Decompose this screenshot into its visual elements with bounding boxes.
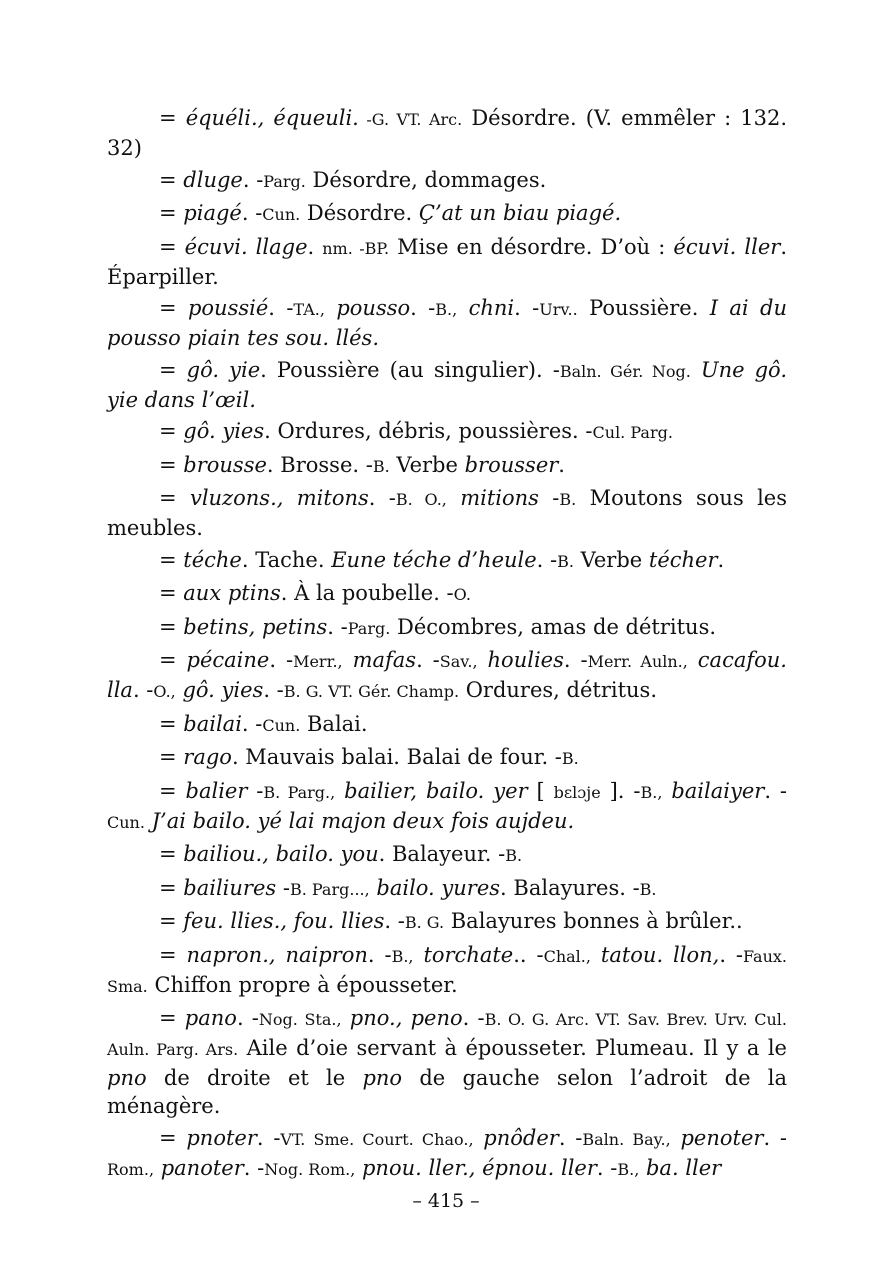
definition-text: Désordre. (V. emmêler : 132. 32) bbox=[107, 106, 788, 160]
locality-abbrev: B. bbox=[372, 456, 390, 476]
headword-text: bailiou., bailo. you bbox=[183, 842, 379, 866]
headword-text: pnôder bbox=[483, 1125, 559, 1150]
glossary-entry bbox=[107, 579, 787, 609]
headword-text: dluge bbox=[183, 167, 243, 192]
definition-text bbox=[154, 1156, 161, 1180]
headword-text: équéli., équeuli. bbox=[185, 106, 359, 130]
locality-abbrev: VT. Sme. Court. Chao., bbox=[280, 1129, 474, 1149]
locality-abbrev: Chal., bbox=[543, 946, 591, 966]
definition-text bbox=[662, 779, 671, 803]
locality-abbrev: Cun. bbox=[262, 715, 301, 735]
definition-text: Moutons sous les meubles. bbox=[107, 486, 787, 540]
definition-text: . - bbox=[327, 614, 348, 639]
headword-text: écuvi. ller bbox=[673, 234, 781, 259]
headword-text: balier bbox=[185, 778, 248, 803]
locality-abbrev: Baln. Bay., bbox=[582, 1129, 671, 1149]
glossary-entry bbox=[107, 356, 787, 414]
definition-text: . - bbox=[236, 1006, 259, 1030]
definition-text: = bbox=[159, 547, 184, 572]
headword-text: panoter bbox=[160, 1155, 244, 1180]
headword-text: cacafou. lla bbox=[107, 648, 787, 702]
definition-text: Verbe bbox=[573, 547, 649, 572]
headword-text: chni bbox=[468, 296, 515, 320]
glossary-entry bbox=[107, 1004, 787, 1120]
definition-text: . - bbox=[764, 778, 787, 803]
locality-abbrev: B. O., bbox=[395, 490, 447, 509]
definition-text: = bbox=[159, 357, 187, 382]
headword-text: aux ptins bbox=[183, 581, 281, 605]
definition-text: . - bbox=[132, 678, 154, 702]
glossary-entry bbox=[107, 484, 787, 542]
definition-text: . - bbox=[368, 486, 396, 510]
definition-text bbox=[447, 486, 460, 510]
definition-text: . - bbox=[719, 942, 744, 967]
headword-text: Une gô. yie dans l’œil. bbox=[107, 357, 787, 412]
definition-text: = bbox=[159, 614, 184, 639]
headword-text: brousser bbox=[464, 452, 559, 477]
glossary-entry bbox=[107, 546, 787, 576]
definition-text: . Ordures, débris, poussières. - bbox=[264, 419, 593, 443]
definition-text bbox=[478, 648, 488, 672]
definition-text: = bbox=[159, 234, 185, 259]
dictionary-page-body bbox=[107, 104, 787, 1187]
headword-text: Eune téche d’heule bbox=[331, 547, 537, 572]
glossary-entry bbox=[107, 840, 787, 870]
definition-text: . - bbox=[242, 167, 264, 192]
definition-text: . - bbox=[558, 1125, 583, 1150]
definition-text: = bbox=[159, 909, 184, 933]
definition-text bbox=[145, 809, 152, 833]
locality-abbrev: B. bbox=[559, 490, 577, 509]
headword-text: écuvi. llage bbox=[184, 234, 308, 259]
headword-text: brousse bbox=[183, 452, 267, 477]
glossary-entry bbox=[107, 646, 787, 706]
definition-text: . - bbox=[416, 648, 440, 672]
definition-text bbox=[691, 358, 701, 382]
headword-text: pécaine bbox=[186, 648, 270, 672]
headword-text: piagé bbox=[183, 201, 242, 225]
headword-text: I ai du pousso piain tes sou. llés. bbox=[107, 296, 787, 350]
glossary-entry bbox=[107, 777, 787, 837]
definition-text: Mise en désordre. D’où : bbox=[389, 234, 674, 259]
locality-abbrev: nm. -BP. bbox=[322, 238, 390, 258]
locality-abbrev: B. O. G. Arc. VT. Sav. Brev. Urv. Cul. Auln. Parg. Ars. bbox=[107, 1010, 787, 1059]
definition-text: = bbox=[159, 1006, 185, 1030]
headword-text: vluzons., mitons bbox=[189, 486, 369, 510]
definition-text: = bbox=[159, 745, 184, 769]
definition-text: . Balayeur. - bbox=[378, 842, 506, 866]
headword-text: napron., naipron bbox=[186, 942, 368, 967]
headword-text: mafas bbox=[352, 648, 417, 672]
definition-text: .. - bbox=[513, 942, 544, 967]
definition-text: ]. - bbox=[600, 778, 641, 803]
definition-text: = bbox=[159, 452, 184, 477]
definition-text: . Éparpiller. bbox=[107, 234, 787, 289]
definition-text: . À la poubelle. - bbox=[280, 581, 454, 605]
headword-text: gô. yies bbox=[183, 419, 265, 443]
definition-text bbox=[414, 943, 424, 967]
definition-text: . - bbox=[563, 648, 588, 672]
definition-text: de droite et le bbox=[146, 1066, 363, 1090]
definition-text: . bbox=[307, 234, 323, 259]
definition-text: . - bbox=[263, 678, 284, 702]
headword-text: betins, petins bbox=[183, 614, 328, 639]
definition-text: . - bbox=[367, 942, 392, 967]
definition-text: . - bbox=[596, 1155, 618, 1180]
glossary-entry bbox=[107, 874, 787, 904]
headword-text: feu. llies., fou. llies bbox=[183, 909, 385, 933]
glossary-entry bbox=[107, 941, 787, 1001]
headword-text: técher bbox=[648, 547, 718, 572]
definition-text bbox=[457, 296, 468, 320]
locality-abbrev: B. bbox=[561, 749, 579, 768]
locality-abbrev: O. bbox=[453, 585, 471, 604]
page-number: – 415 – bbox=[412, 1190, 480, 1212]
headword-text: pno bbox=[107, 1066, 147, 1090]
glossary-entry bbox=[107, 613, 787, 643]
locality-abbrev: B. Parg..., bbox=[289, 879, 370, 899]
definition-text: Désordre, dommages. bbox=[305, 167, 547, 192]
locality-abbrev: Cun. bbox=[262, 205, 301, 224]
definition-text: . - bbox=[268, 296, 294, 320]
headword-text: bailo. yures bbox=[376, 875, 501, 900]
definition-text bbox=[343, 648, 353, 672]
locality-abbrev: Faux. Sma. bbox=[107, 946, 787, 996]
headword-text: pno bbox=[362, 1066, 403, 1090]
locality-abbrev: B. Parg., bbox=[263, 782, 336, 802]
glossary-entry bbox=[107, 451, 787, 481]
definition-text: . Tache. bbox=[241, 547, 332, 572]
locality-abbrev: B., bbox=[435, 300, 458, 319]
locality-abbrev: Sav., bbox=[439, 652, 478, 671]
definition-text: - bbox=[247, 778, 264, 803]
definition-text: = bbox=[159, 419, 184, 443]
locality-abbrev: -G. VT. Arc. bbox=[358, 110, 463, 129]
definition-text: Désordre. bbox=[300, 201, 419, 225]
locality-abbrev: B. G. bbox=[404, 913, 445, 932]
glossary-entry bbox=[107, 907, 787, 937]
headword-text: ba. ller bbox=[645, 1155, 722, 1180]
headword-text: gô. yies bbox=[182, 678, 264, 702]
definition-text: = bbox=[159, 842, 184, 866]
locality-abbrev: TA., bbox=[293, 300, 325, 319]
definition-text: [ bbox=[527, 778, 554, 803]
glossary-entry bbox=[107, 710, 787, 740]
headword-text: torchate bbox=[423, 942, 514, 967]
glossary-entry bbox=[107, 104, 787, 162]
definition-text bbox=[325, 296, 336, 320]
definition-text: . - bbox=[256, 1125, 281, 1150]
glossary-entry bbox=[107, 294, 787, 352]
headword-text: pnoter bbox=[186, 1125, 257, 1150]
definition-text: = bbox=[159, 648, 187, 672]
definition-text bbox=[474, 1126, 484, 1150]
locality-abbrev: Urv.. bbox=[539, 300, 578, 319]
locality-abbrev: O., bbox=[153, 682, 176, 701]
definition-text bbox=[335, 779, 344, 803]
definition-text: Aile d’oie servant à épousseter. Plumeau. Il y a le bbox=[238, 1036, 787, 1060]
definition-text: = bbox=[159, 778, 186, 803]
glossary-entry bbox=[107, 233, 787, 291]
headword-text: Ç’at un biau piagé. bbox=[418, 201, 622, 225]
definition-text: Balayures bonnes à brûler.. bbox=[444, 909, 743, 933]
locality-abbrev: B., bbox=[391, 946, 414, 966]
definition-text: . - bbox=[514, 296, 540, 320]
glossary-entry bbox=[107, 743, 787, 773]
definition-text: de gauche selon l’adroit de la ménagère. bbox=[107, 1066, 788, 1118]
definition-text: . Brosse. - bbox=[266, 452, 373, 477]
definition-text: . - bbox=[384, 909, 405, 933]
glossary-entry bbox=[107, 1124, 787, 1184]
definition-text: . - bbox=[241, 201, 263, 225]
headword-text: bailier, bailo. yer bbox=[344, 778, 528, 803]
definition-text: = bbox=[159, 711, 184, 736]
definition-text: Balai. bbox=[300, 711, 368, 736]
locality-abbrev: B. bbox=[557, 551, 574, 571]
definition-text: = bbox=[159, 167, 184, 192]
definition-text bbox=[355, 1156, 362, 1180]
definition-text: . - bbox=[462, 1006, 485, 1030]
definition-text: . Poussière (au singulier). - bbox=[260, 357, 560, 382]
definition-text: . bbox=[558, 452, 565, 477]
locality-abbrev: Baln. Gér. Nog. bbox=[559, 361, 691, 381]
locality-abbrev: Cun. bbox=[107, 812, 145, 832]
definition-text: Verbe bbox=[389, 452, 465, 477]
locality-abbrev: B., bbox=[617, 1159, 640, 1179]
definition-text: = bbox=[159, 581, 184, 605]
locality-abbrev: Merr. Auln., bbox=[587, 652, 688, 671]
definition-text: = bbox=[159, 486, 190, 510]
headword-text: bailaiyer bbox=[671, 778, 765, 803]
locality-abbrev: bɛlɔje bbox=[553, 782, 601, 802]
headword-text: pnou. ller., épnou. ller bbox=[361, 1155, 597, 1180]
definition-text: = bbox=[159, 106, 186, 130]
definition-text: = bbox=[159, 296, 188, 320]
locality-abbrev: Nog. Sta., bbox=[258, 1010, 342, 1029]
definition-text: . - bbox=[241, 711, 263, 736]
definition-text bbox=[342, 1006, 350, 1030]
headword-text: penoter bbox=[680, 1125, 764, 1150]
definition-text: Ordures, détritus. bbox=[459, 678, 658, 702]
locality-abbrev: B. G. VT. Gér. Champ. bbox=[283, 682, 460, 701]
headword-text: gô. yie bbox=[186, 357, 261, 382]
headword-text: bailai bbox=[183, 711, 242, 736]
definition-text: - bbox=[276, 875, 290, 900]
definition-text: = bbox=[159, 875, 184, 900]
definition-text: . bbox=[717, 547, 725, 572]
headword-text: bailiures bbox=[183, 875, 277, 900]
definition-text: = bbox=[159, 942, 187, 967]
headword-text: téche bbox=[183, 547, 242, 572]
definition-text: . - bbox=[410, 296, 436, 320]
headword-text: pousso bbox=[336, 296, 411, 320]
definition-text: . - bbox=[536, 547, 558, 572]
definition-text: Chiffon propre à épousseter. bbox=[147, 972, 458, 997]
definition-text: . Balayures. - bbox=[500, 875, 640, 900]
definition-text: . Mauvais balai. Balai de four. - bbox=[231, 745, 562, 769]
locality-abbrev: B. bbox=[639, 879, 657, 899]
definition-text: - bbox=[538, 486, 560, 510]
headword-text: houlies bbox=[487, 648, 564, 672]
headword-text: pno., peno bbox=[349, 1006, 463, 1030]
headword-text: mitions bbox=[460, 486, 539, 510]
headword-text: pano bbox=[184, 1006, 237, 1030]
locality-abbrev: Cul. Parg. bbox=[592, 423, 673, 442]
glossary-entry bbox=[107, 166, 787, 196]
glossary-entry bbox=[107, 199, 787, 229]
glossary-entry bbox=[107, 417, 787, 447]
definition-text: Poussière. bbox=[577, 296, 710, 320]
headword-text: tatou. llon, bbox=[600, 942, 720, 967]
definition-text: . - bbox=[269, 648, 294, 672]
definition-text: = bbox=[159, 201, 184, 225]
headword-text: poussié bbox=[187, 296, 269, 320]
locality-abbrev: B., bbox=[640, 782, 663, 802]
headword-text: rago bbox=[183, 745, 232, 769]
locality-abbrev: Nog. Rom., bbox=[264, 1159, 356, 1179]
headword-text: J’ai bailo. yé lai majon deux fois aujdeu. bbox=[151, 808, 575, 833]
definition-text bbox=[591, 943, 601, 967]
definition-text bbox=[688, 648, 698, 672]
locality-abbrev: Parg. bbox=[263, 171, 306, 191]
definition-text: . - bbox=[243, 1155, 265, 1180]
locality-abbrev: Parg. bbox=[347, 618, 391, 638]
definition-text bbox=[639, 1156, 646, 1180]
definition-text: = bbox=[159, 1125, 187, 1150]
definition-text: . - bbox=[763, 1125, 787, 1150]
definition-text: Décombres, amas de détritus. bbox=[390, 614, 717, 639]
locality-abbrev: Merr., bbox=[293, 652, 343, 671]
locality-abbrev: B. bbox=[505, 846, 523, 865]
locality-abbrev: Rom., bbox=[107, 1159, 155, 1179]
